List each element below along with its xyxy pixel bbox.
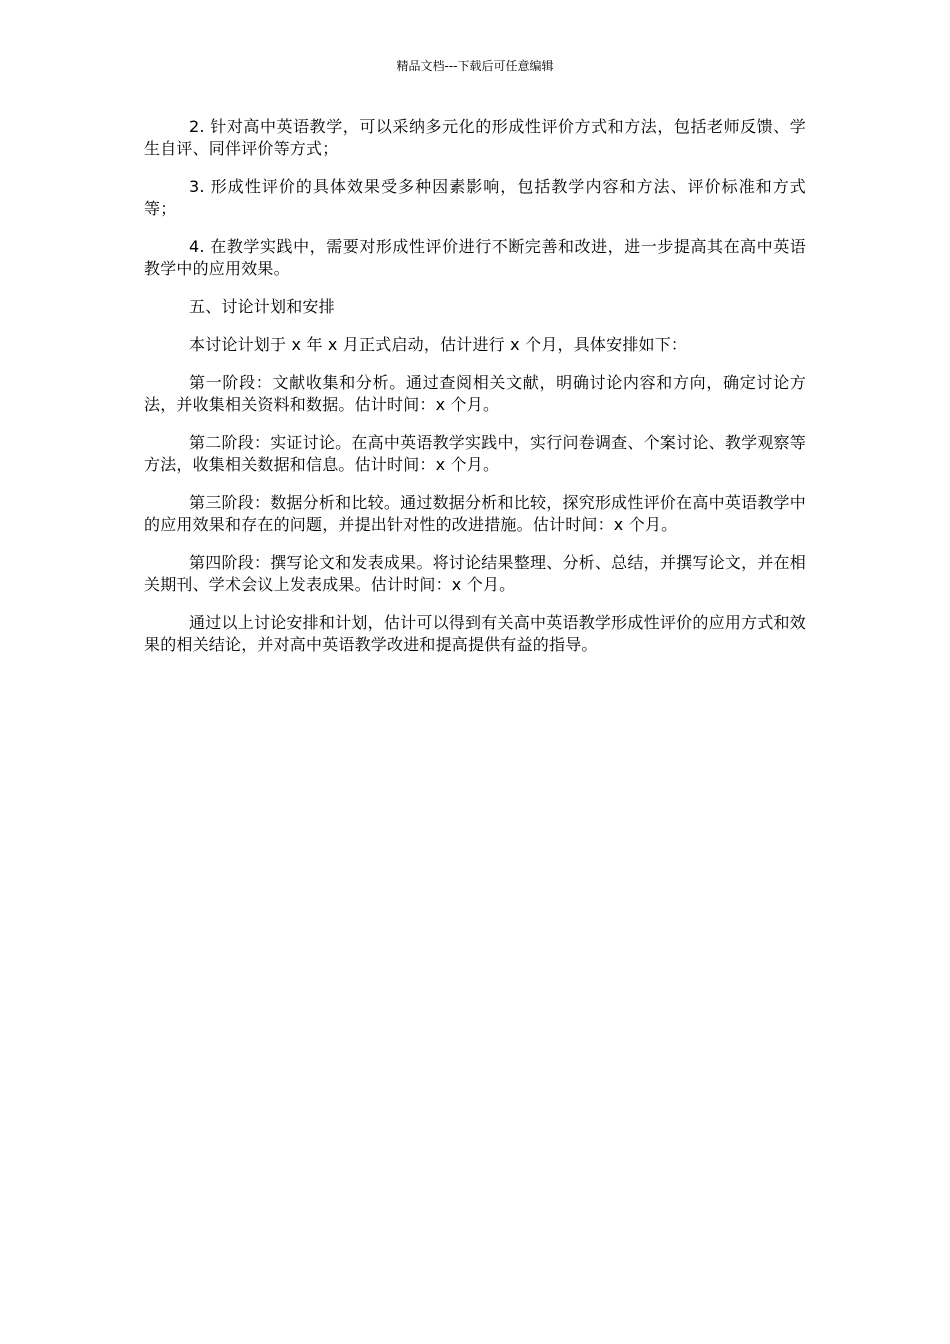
- paragraph-point-4: 4. 在教学实践中，需要对形成性评价进行不断完善和改进，进一步提高其在高中英语教学中的应用效果。: [144, 237, 806, 278]
- paragraph-point-2: 2. 针对高中英语教学，可以采纳多元化的形成性评价方式和方法，包括老师反馈、学生自评、同伴评价等方式；: [144, 117, 806, 158]
- document-body: [144, 116, 806, 672]
- paragraph-stage-3: 第三阶段：数据分析和比较。通过数据分析和比较，探究形成性评价在高中英语教学中的应用效果和存在的问题，并提出针对性的改进措施。估计时间：x 个月。: [144, 493, 806, 534]
- paragraph-point-3: 3. 形成性评价的具体效果受多种因素影响，包括教学内容和方法、评价标准和方式等；: [144, 177, 806, 218]
- paragraph-stage-2: 第二阶段：实证讨论。在高中英语教学实践中，实行问卷调查、个案讨论、教学观察等方法，收集相关数据和信息。估计时间：x 个月。: [144, 433, 806, 474]
- page-header: 精品文档---下载后可任意编辑: [396, 59, 554, 73]
- paragraph-stage-4: 第四阶段：撰写论文和发表成果。将讨论结果整理、分析、总结，并撰写论文，并在相关期刊、学术会议上发表成果。估计时间：x 个月。: [144, 553, 806, 594]
- paragraph-conclusion: 通过以上讨论安排和计划，估计可以得到有关高中英语教学形成性评价的应用方式和效果的相关结论，并对高中英语教学改进和提高提供有益的指导。: [144, 613, 806, 654]
- paragraph-plan-intro: 本讨论计划于 x 年 x 月正式启动，估计进行 x 个月，具体安排如下：: [189, 335, 688, 354]
- paragraph-stage-1: 第一阶段：文献收集和分析。通过查阅相关文献，明确讨论内容和方向，确定讨论方法，并收集相关资料和数据。估计时间：x 个月。: [144, 373, 806, 414]
- section-heading-plan: 五、讨论计划和安排: [189, 297, 335, 316]
